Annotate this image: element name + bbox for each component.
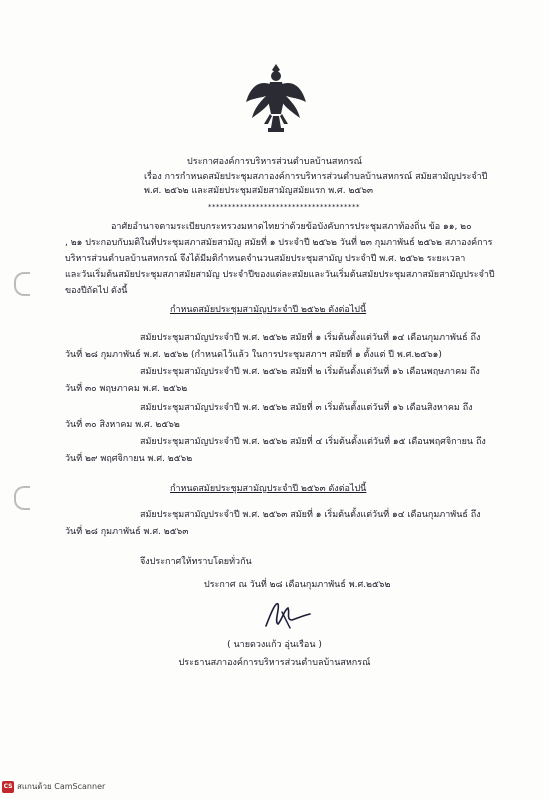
punch-hole-bottom [14,486,30,510]
separator-stars: ************************************** [208,203,360,211]
camscanner-logo-icon: CS [2,781,14,793]
camscanner-watermark [2,780,105,793]
section-1-line-3: สมัยประชุมสามัญประจำปี พ.ศ. ๒๕๖๒ สมัยที่ ๒ เริ่มต้นตั้งแต่วันที่ ๑๖ เดือนพฤษภาคม ถึง [140,367,480,377]
signer-position: ประธานสภาองค์การบริหารส่วนตำบลบ้านสหกรณ์ [178,658,371,668]
section-2-heading: กำหนดสมัยประชุมสามัญประจำปี ๒๕๖๓ ดังต่อไปนี้ [170,484,367,494]
section-1-line-2: วันที่ ๒๘ กุมภาพันธ์ พ.ศ. ๒๕๖๒ (กำหนดไว้แล้ว ในการประชุมสภาฯ สมัยที่ ๑ ตั้งแต่ ปี พ.ศ.๒๕๖๑) [65,350,442,360]
garuda-emblem-icon [244,58,308,136]
document-subject-line-2: พ.ศ. ๒๕๖๒ และสมัยประชุมสมัยสามัญสมัยแรก พ.ศ. ๒๕๖๓ [144,186,374,196]
document-subject-line-1: เรื่อง การกำหนดสมัยประชุมสภาองค์การบริหารส่วนตำบลบ้านสหกรณ์ สมัยสามัญประจำปี [144,172,488,182]
section-1-line-5: สมัยประชุมสามัญประจำปี พ.ศ. ๒๕๖๒ สมัยที่ ๓ เริ่มต้นตั้งแต่วันที่ ๑๖ เดือนสิงหาคม ถึง [140,403,473,413]
section-1-line-1: สมัยประชุมสามัญประจำปี พ.ศ. ๒๕๖๒ สมัยที่ ๑ เริ่มต้นตั้งแต่วันที่ ๑๔ เดือนกุมภาพันธ์ ถึง [140,333,481,343]
section-1-line-6: วันที่ ๓๐ สิงหาคม พ.ศ. ๒๕๖๒ [65,420,180,430]
intro-line-3: บริหารส่วนตำบลบ้านสหกรณ์ จึงได้มีมติกำหนดจำนวนสมัยประชุมสามัญ ประจำปี พ.ศ. ๒๕๖๒ ระยะเวลา [65,254,466,264]
document-title: ประกาศองค์การบริหารส่วนตำบลบ้านสหกรณ์ [187,157,362,167]
section-1-line-7: สมัยประชุมสามัญประจำปี พ.ศ. ๒๕๖๒ สมัยที่ ๔ เริ่มต้นตั้งแต่วันที่ ๑๕ เดือนพฤศจิกายน ถึง [140,437,486,447]
intro-line-2: , ๒๑ ประกอบกับมติในที่ประชุมสภาสมัยสามัญ สมัยที่ ๑ ประจำปี ๒๕๖๒ วันที่ ๒๓ กุมภาพันธ์ ๒๕๖๒ สภาองค์การ [65,238,493,248]
intro-line-5: ของปีถัดไป ดังนี้ [65,286,128,296]
section-2-line-1: สมัยประชุมสามัญประจำปี พ.ศ. ๒๕๖๓ สมัยที่ ๑ เริ่มต้นตั้งแต่วันที่ ๑๔ เดือนกุมภาพันธ์ ถึง [140,510,481,520]
section-1-line-4: วันที่ ๓๐ พฤษภาคม พ.ศ. ๒๕๖๒ [65,384,188,394]
closing-statement: จึงประกาศให้ทราบโดยทั่วกัน [140,557,252,567]
intro-line-4: และวันเริ่มต้นสมัยประชุมสภาสมัยสามัญ ประจำปีของแต่ละสมัยและวันเริ่มต้นสมัยประชุมสภาสมัยสามัญประจำปี [65,270,495,280]
intro-line-1: อาศัยอำนาจตามระเบียบกระทรวงมหาดไทยว่าด้วยข้อบังคับการประชุมสภาท้องถิ่น ข้อ ๑๑, ๒๐ [111,222,472,232]
punch-hole-top [14,272,30,296]
signature-icon [262,598,314,630]
section-2-line-2: วันที่ ๒๘ กุมภาพันธ์ พ.ศ. ๒๕๖๓ [65,527,189,537]
section-1-heading: กำหนดสมัยประชุมสามัญประจำปี ๒๕๖๒ ดังต่อไปนี้ [170,305,367,315]
section-1-line-8: วันที่ ๒๙ พฤศจิกายน พ.ศ. ๒๕๖๒ [65,454,193,464]
camscanner-watermark-text: สแกนด้วย CamScanner [17,782,106,791]
signer-name: ( นายดวงแก้ว อุ่นเรือน ) [227,640,322,650]
announcement-date: ประกาศ ณ วันที่ ๒๘ เดือนกุมภาพันธ์ พ.ศ.๒๕๖๒ [204,580,391,590]
